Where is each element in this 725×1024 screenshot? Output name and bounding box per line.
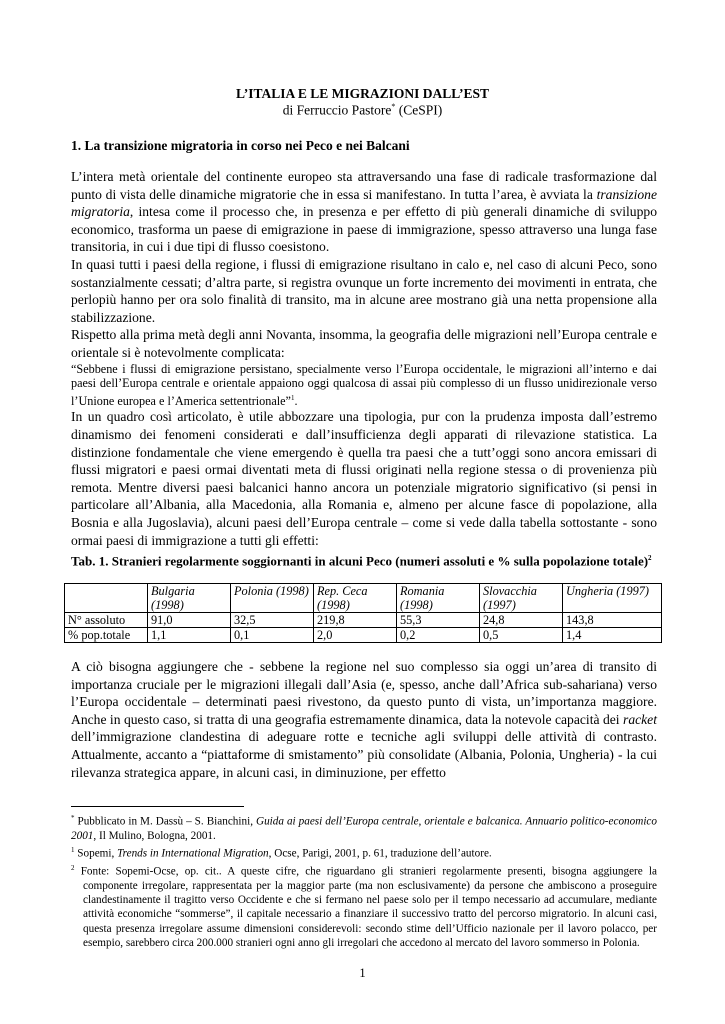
table-header-cell [65,584,148,613]
table-cell: 91,0 [148,613,231,628]
table-cell: 143,8 [563,613,662,628]
paragraph-1 [71,168,657,256]
block-quote [71,362,657,409]
paragraph-1-emphasis: transizione migratoria [71,186,657,220]
table-row [65,613,662,628]
paragraph-5-emphasis: racket [623,711,657,727]
paragraph-1-text-b: , intesa come il processo che, in presenza e per effetto di più generali dinamiche di sviluppo economico, trasforma un paese di emigrazione in paese di immigrazione, spesso attraverso una lunga fase transitoria, in cui i due tipi di flusso coesistono. [71,204,657,255]
table-cell: 24,8 [480,613,563,628]
footnote-1-emphasis: Trends in International Migration [117,847,269,860]
quote-text: “Sebbene i flussi di emigrazione persistano, specialmente verso l’Europa occidentale, le migrazioni all’interno e dai paesi dell’Europa centrale e orientale appaiono oggi qualcosa di assai più complesso di un flusso unidirezionale verso l’Unione europea e l’America settentrionale” [71,361,657,408]
quote-footnote-mark[interactable]: 1 [290,393,295,402]
footnote-star-mark: * [71,814,75,822]
footnote-2-text: Fonte: Sopemi-Ocse, op. cit.. A queste cifre, che riguardano gli stranieri regolarmente presenti, bisogna aggiungere la componente irregolare, rappresentata per la maggior parte (ma non esclusivamente) da persone che ambiscono a proseguire clandestinamente il tragitto verso Occidente e che si fermano nel paese solo per il tempo necessario ad accumulare, mediante attività economiche “sommerse”, il capitale necessario a finanziare il successivo tratto del percorso migratorio. In alcuni casi, questa presenza irregolare assume dimensioni considerevoli: secondo stime dell’Ufficio nazionale per il lavoro polacco, per esempio, sarebbero circa 200.000 stranieri ogni anno gli irregolari che accedono al mercato del lavoro sommerso in Polonia. [74,865,657,949]
table-header-row [65,584,662,613]
footnote-star-text-b: , Il Mulino, Bologna, 2001. [93,829,216,842]
table-caption [71,551,657,569]
footnote-1-text-a: Sopemi, [74,847,118,860]
paragraph-5 [71,658,657,781]
table-header-cell: Polonia (1998) [231,584,314,613]
footnotes [71,811,657,950]
paragraph-1-text-a: L’intera metà orientale del continente europeo sta attraversando una fase di radicale trasformazione dal punto di vista delle dinamiche migratorie che in essa si manifestano. In tutta l’area, è avviata la [71,169,657,202]
footnote-1-mark: 1 [71,846,75,855]
table-header-cell: Slovacchia (1997) [480,584,563,613]
table-cell: 0,5 [480,628,563,643]
page-number: 1 [359,966,366,980]
statistics-table [64,583,662,643]
author-name: di Ferruccio Pastore [282,102,392,118]
table-cell: 0,2 [397,628,480,643]
table-cell: 219,8 [314,613,397,628]
body-text-lower [71,658,657,781]
section-heading: 1. La transizione migratoria in corso nei Peco e nei Balcani [71,138,410,153]
table-row-label: N° assoluto [65,613,148,628]
table-cell: 1,4 [563,628,662,643]
paragraph-4: In un quadro così articolato, è utile abbozzare una tipologia, pur con la prudenza imposta dall’estremo dinamismo dei fenomeni considerati e dall’insufficienza degli apparati di rilevazione statistica. La distinzione fondamentale che viene emergendo è quella tra paesi che a tutt’oggi sono ancora emissari di flussi migratori e paesi ormai diventati meta di flussi originati nella regione stessa o di provenienza più remota. Mentre diversi paesi balcanici hanno ancora un potenziale migratorio significativo (si pensi in particolare all’Albania, alla Macedonia, alla Romania e, almeno per alcune fasce di popolazione, alla Bosnia e alla Jugoslavia), alcuni paesi dell’Europa centrale – come si vede dalla tabella sottostante - sono ormai paesi di immigrazione a tutti gli effetti: [71,409,657,548]
table-row-label: % pop.totale [65,628,148,643]
table-row [65,628,662,643]
table-header-cell: Bulgaria (1998) [148,584,231,613]
quote-end: . [294,393,298,408]
footnote-2-mark: 2 [71,864,75,873]
paragraph-5-text-b: dell’immigrazione clandestina di adeguare rotte e tecniche agli sviluppi delle attività di contrasto. Attualmente, accanto a “piattaforme di smistamento” più consolidate (Albania, Polonia, Ungheria) - la cui rilevanza strategica appare, in alcuni casi, in diminuzione, per effetto [71,729,657,780]
table-footnote-mark[interactable]: 2 [648,554,652,562]
footnote-star-emphasis: Guida ai paesi dell’Europa centrale, orientale e balcanica. Annuario politico-economico 2001 [71,815,657,842]
table-cell: 2,0 [314,628,397,643]
paragraph-3: Rispetto alla prima metà degli anni Novanta, insomma, la geografia delle migrazioni nell’Europa centrale e orientale si è notevolmente complicata: [71,327,657,360]
table-header-cell: Ungheria (1997) [563,584,662,613]
footnote-2 [71,861,657,950]
table-cell: 1,1 [148,628,231,643]
footnote-1 [71,843,657,861]
table-caption-text: Tab. 1. Stranieri regolarmente soggiornanti in alcuni Peco (numeri assoluti e % sulla popolazione totale) [71,553,649,569]
footnote-star-text-a: Pubblicato in M. Dassù – S. Bianchini, [74,815,256,828]
table-cell: 0,1 [231,628,314,643]
document-title: L’ITALIA E LE MIGRAZIONI DALL’EST [235,86,490,101]
table-cell: 55,3 [397,613,480,628]
table-header-cell: Romania (1998) [397,584,480,613]
author-line [0,102,725,119]
paragraph-5-text-a: A ciò bisogna aggiungere che - sebbene la regione nel suo complesso sia oggi un’area di transito di importanza cruciale per le migrazioni illegali dall’Asia (e, spesso, anche dall’Africa sub-sahariana) verso l’Europa occidentale – determinati paesi rivestono, da questo punto di vista, un’importanza maggiore. Anche in questo caso, si tratta di una geografia estremamente dinamica, data la notevole capacità dei [71,659,657,727]
footnote-1-text-b: , Ocse, Parigi, 2001, p. 61, traduzione dell’autore. [268,847,492,860]
footnote-star [71,811,657,843]
table-header-cell: Rep. Ceca (1998) [314,584,397,613]
footnote-separator [71,806,244,807]
paragraph-2: In quasi tutti i paesi della regione, i flussi di emigrazione risultano in calo e, nel caso di alcuni Peco, sono sostanzialmente cessati; d’altra parte, si registra ovunque un forte incremento dei movimenti in entrata, che perlopiù hanno per ora solo finalità di transito, ma in alcune aree mostrano già una netta propensione alla stabilizzazione. [71,256,657,325]
body-text-upper [71,168,657,549]
author-footnote-mark[interactable]: * [391,102,396,111]
author-affiliation: (CeSPI) [395,102,443,118]
table-cell: 32,5 [231,613,314,628]
